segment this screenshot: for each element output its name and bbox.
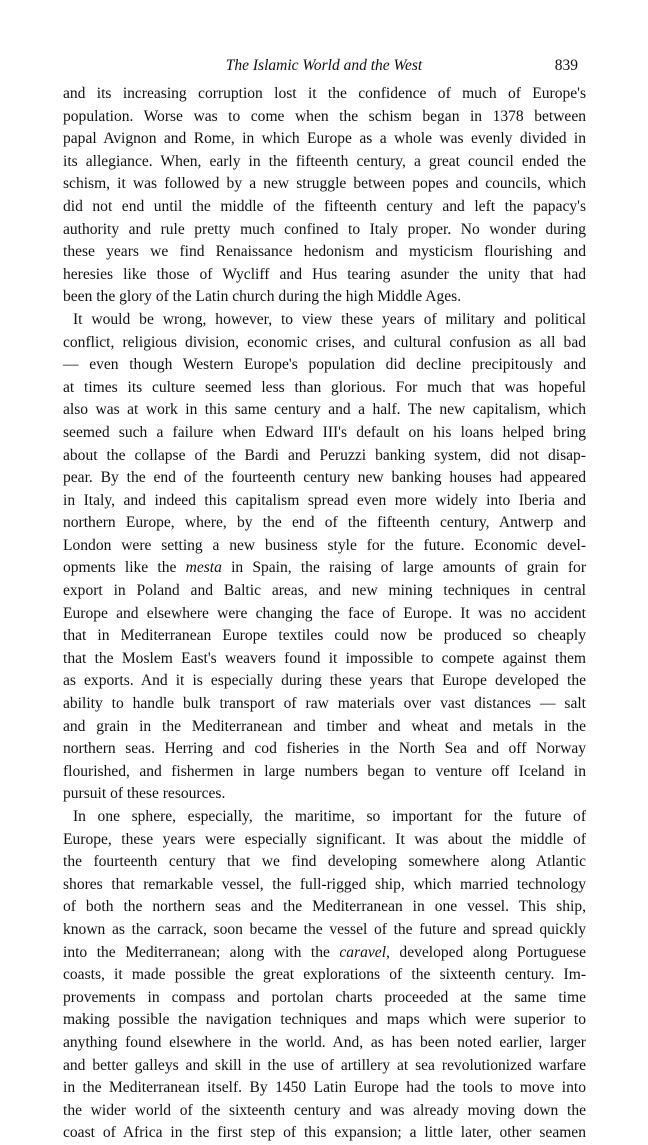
text-line: coast of Africa in the first step of this expansion; a little later, other seamen <box>63 1124 586 1142</box>
text-line: at times its culture seemed less than glorious. For much that was hopeful <box>63 378 586 396</box>
page-number: 839 <box>554 57 578 74</box>
text-line: conflict, religious division, economic crises, and cultural confusion as all bad <box>63 333 586 351</box>
text-line: coasts, it made possible the great explorations of the sixteenth century. Im- <box>63 966 586 984</box>
text-line: also was at work in this same century and a half. The new capitalism, which <box>63 401 586 419</box>
text-line: in Italy, and indeed this capitalism spread even more widely into Iberia and <box>63 491 586 509</box>
text-line: schism, it was followed by a new struggle between popes and councils, which <box>63 175 586 193</box>
text-line: heresies like those of Wycliff and Hus tearing asunder the unity that had <box>63 265 586 283</box>
text-line: provements in compass and portolan charts proceeded at the same time <box>63 988 586 1006</box>
text-line: known as the carrack, soon became the vessel of the future and spread quickly <box>63 920 586 938</box>
text-line: pursuit of these resources. <box>63 785 226 803</box>
text-line: anything found elsewhere in the world. And, as has been noted earlier, larger <box>63 1033 586 1051</box>
text-line: of both the northern seas and the Mediterranean in one vessel. This ship, <box>63 898 586 916</box>
text-line: ability to handle bulk transport of raw materials over vast distances — salt <box>63 695 586 713</box>
italic-term: caravel, <box>339 943 390 961</box>
text-line: London were setting a new business style for the future. Economic devel- <box>63 536 586 554</box>
text-line: population. Worse was to come when the schism began in 1378 between <box>63 107 586 125</box>
italic-term: mesta <box>185 559 222 577</box>
text-line: and grain in the Mediterranean and timber and wheat and metals in the <box>63 717 586 735</box>
text-line: that the Moslem East's weavers found it impossible to compete against them <box>63 649 586 667</box>
text-line: authority and rule pretty much confined to Italy proper. No wonder during <box>63 220 586 238</box>
body-text <box>63 83 586 1145</box>
page-header <box>0 57 648 79</box>
text-line: the wider world of the sixteenth century and was already moving down the <box>63 1101 586 1119</box>
text-line: export in Poland and Baltic areas, and new mining techniques in central <box>63 582 586 600</box>
text-line: northern Europe, where, by the end of the fifteenth century, Antwerp and <box>63 514 586 532</box>
text-line: did not end until the middle of the fifteenth century and left the papacy's <box>63 197 586 215</box>
text-line: that in Mediterranean Europe textiles could now be produced so cheaply <box>63 627 586 645</box>
text-line: its allegiance. When, early in the fifteenth century, a great council ended the <box>63 152 586 170</box>
paragraph-start-line: It would be wrong, however, to view these years of military and political <box>73 310 586 328</box>
text-line: making possible the navigation techniques and maps which were superior to <box>63 1011 586 1029</box>
text-line: papal Avignon and Rome, in which Europe as a whole was evenly divided in <box>63 130 586 148</box>
running-title: The Islamic World and the West <box>225 57 423 74</box>
text-line: seemed such a failure when Edward III's default on his loans helped bring <box>63 423 586 441</box>
text-line: Europe, these years were especially significant. It was about the middle of <box>63 830 586 848</box>
text-line: these years we find Renaissance hedonism and mysticism flourishing and <box>63 243 586 261</box>
paragraph-start-line: In one sphere, especially, the maritime, so important for the future of <box>73 808 586 825</box>
text-line: northern seas. Herring and cod fisheries in the North Sea and off Norway <box>63 740 586 758</box>
text-line: and its increasing corruption lost it the confidence of much of Europe's <box>63 85 586 102</box>
text-line: Europe and elsewhere were changing the face of Europe. It was no accident <box>63 604 586 622</box>
text-line: in the Mediterranean itself. By 1450 Latin Europe had the tools to move into <box>63 1079 586 1097</box>
text-line: — even though Western Europe's population did decline precipitously and <box>63 356 586 374</box>
text-line: flourished, and fishermen in large numbers began to venture off Iceland in <box>63 762 586 780</box>
text-line: pear. By the end of the fourteenth century new banking houses had appeared <box>63 469 586 487</box>
text-line: the fourteenth century that we find developing somewhere along Atlantic <box>63 853 586 871</box>
text-line: about the collapse of the Bardi and Peruzzi banking system, did not disap- <box>63 446 586 464</box>
text-line: been the glory of the Latin church during the high Middle Ages. <box>63 288 462 306</box>
text-line: as exports. And it is especially during these years that Europe developed the <box>63 672 586 690</box>
text-line: into the Mediterranean; along with the caravel, developed along Portuguese <box>63 943 586 961</box>
text-line: and better galleys and skill in the use of artillery at sea revolutionized warfare <box>63 1056 586 1074</box>
text-line: shores that remarkable vessel, the full-rigged ship, which married technology <box>63 875 586 893</box>
text-line: opments like the mesta in Spain, the raising of large amounts of grain for <box>63 559 587 577</box>
